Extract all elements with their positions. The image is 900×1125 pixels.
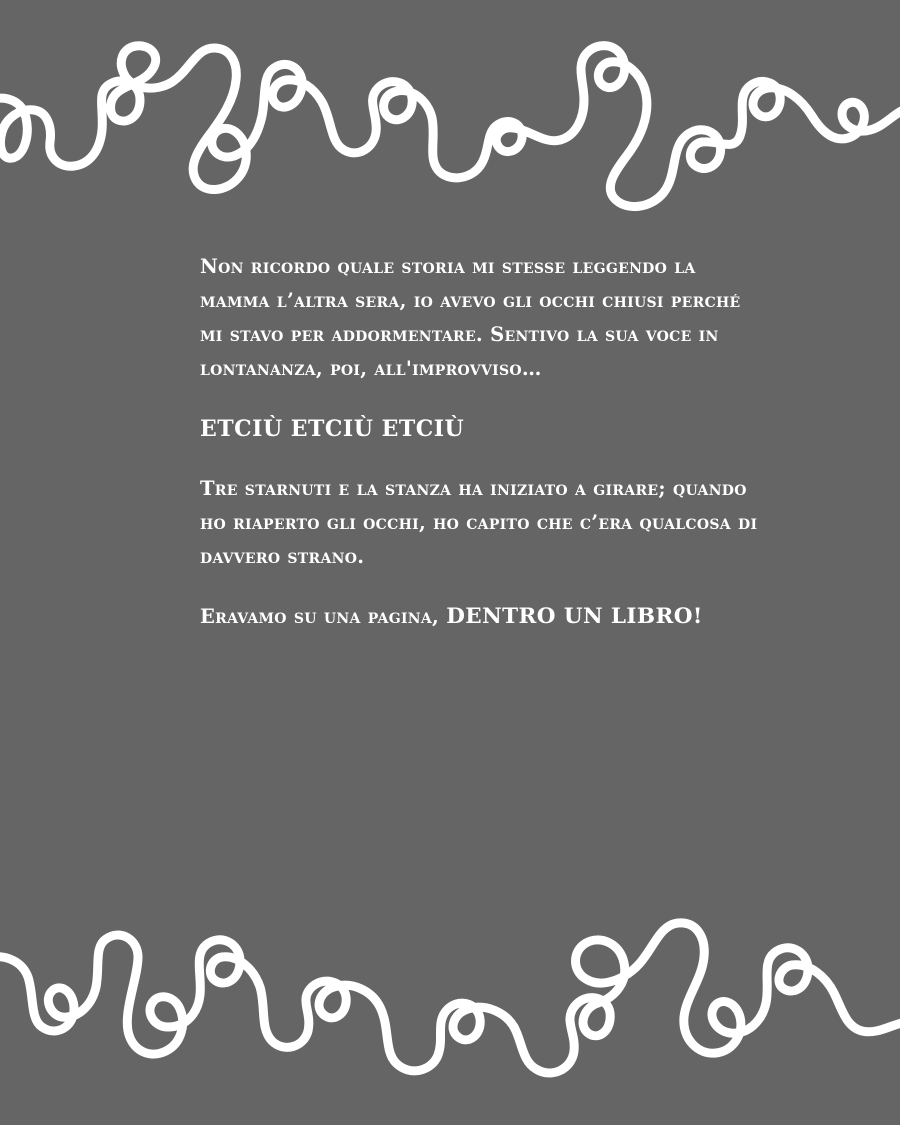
scribble-doodle-top <box>0 0 900 240</box>
paragraph-sneeze: ETCIÙ ETCIÙ ETCIÙ <box>200 416 465 442</box>
paragraph-inside-book-emphasis: DENTRO UN LIBRO! <box>446 604 703 629</box>
paragraph-inside-book <box>200 600 760 634</box>
scribble-doodle-bottom <box>0 885 900 1125</box>
story-text-block <box>200 250 760 634</box>
paragraph-inside-book-lead: Eravamo su una pagina, <box>200 605 447 628</box>
paragraph-spinning-room: Tre starnuti e la stanza ha iniziato a girare; quando ho riaperto gli occhi, ho capito che c’era qualcosa di davvero strano. <box>200 477 758 568</box>
paragraph-intro: Non ricordo quale storia mi stesse leggendo la mamma l’altra sera, io avevo gli occhi chiusi perché mi stavo per addormentare. Sentivo la sua voce in lontananza, poi, all'improvviso… <box>200 255 741 380</box>
